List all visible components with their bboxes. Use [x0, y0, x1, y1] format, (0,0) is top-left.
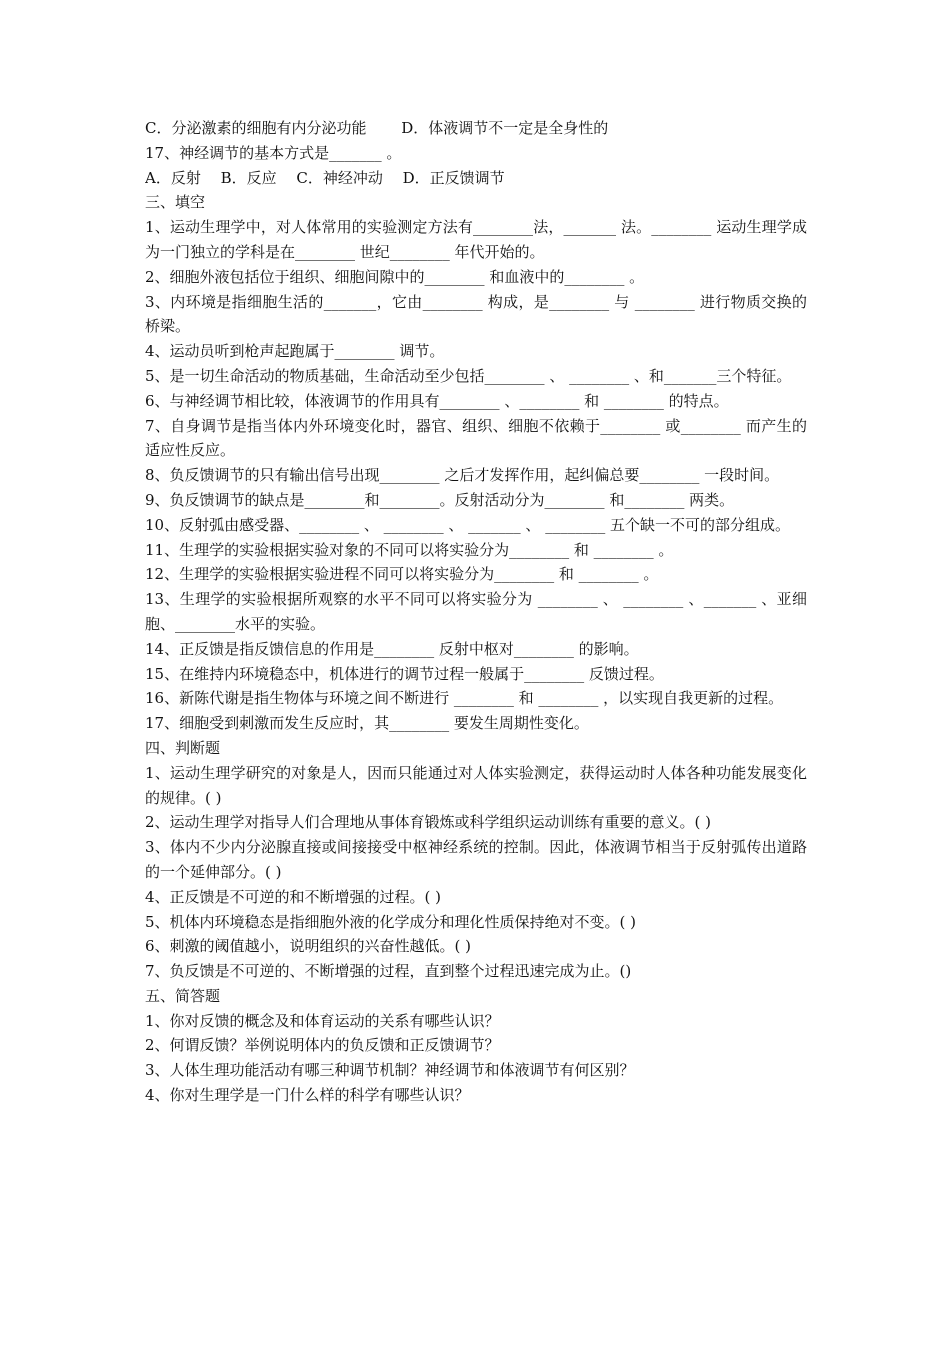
short-answer-item: 3、人体生理功能活动有哪三种调节机制？神经调节和体液调节有何区别？ — [145, 1061, 635, 1080]
section-title-fill: 三、填空 — [145, 193, 206, 212]
option-line: C．分泌激素的细胞有内分泌功能 D．体液调节不一定是全身性的 — [145, 119, 609, 137]
true-false-item: 2、运动生理学对指导人们合理地从事体育锻炼或科学组织运动训练有重要的意义。( ) — [145, 813, 712, 832]
fill-item: 3、内环境是指细胞生活的_______，它由________ 构成，是________ 与 ________ 进行物质交换的桥梁。 — [145, 292, 807, 336]
fill-item: 15、在维持内环境稳态中，机体进行的调节过程一般属于________ 反馈过程。 — [145, 664, 664, 683]
question-17-options: A．反射 B．反应 C．神经冲动 D．正反馈调节 — [145, 168, 505, 187]
true-false-item: 4、正反馈是不可逆的和不断增强的过程。( ) — [145, 887, 442, 906]
short-answer-item: 1、你对反馈的概念及和体育运动的关系有哪些认识？ — [145, 1011, 500, 1030]
fill-item: 14、正反馈是指反馈信息的作用是________ 反射中枢对________ 的影响。 — [145, 639, 639, 658]
fill-item: 11、生理学的实验根据实验对象的不同可以将实验分为________ 和 ________ 。 — [145, 540, 674, 559]
fill-item: 10、反射弧由感受器、________ 、 ________ 、 _______ 、 ________ 五个缺一不可的部分组成。 — [145, 515, 790, 534]
question-17: 17、神经调节的基本方式是_______ 。 — [145, 143, 402, 162]
fill-item: 13、生理学的实验根据所观察的水平不同可以将实验分为 ________ 、 ________ 、_______ 、亚细胞、________水平的实验。 — [145, 590, 807, 633]
true-false-item: 3、体内不少内分泌腺直接或间接接受中枢神经系统的控制。因此，体液调节相当于反射弧传出道路的一个延伸部分。( ) — [145, 838, 807, 881]
true-false-item: 6、刺激的阈值越小，说明组织的兴奋性越低。( ) — [145, 937, 472, 956]
fill-item: 1、运动生理学中，对人体常用的实验测定方法有________法，_______ 法。________ 运动生理学成为一门独立的学科是在________ 世纪________ 年代开始的。 — [145, 218, 807, 261]
short-answer-item: 2、何谓反馈？举例说明体内的负反馈和正反馈调节？ — [145, 1036, 500, 1055]
fill-item: 2、细胞外液包括位于组织、细胞间隙中的________ 和血液中的________ 。 — [145, 267, 645, 286]
fill-item: 6、与神经调节相比较，体液调节的作用具有________ 、________ 和 ________ 的特点。 — [145, 391, 729, 410]
true-false-item: 1、运动生理学研究的对象是人，因而只能通过对人体实验测定，获得运动时人体各种功能发展变化的规律。( ) — [145, 763, 807, 807]
fill-item: 17、细胞受到刺激而发生反应时，其________ 要发生周期性变化。 — [145, 714, 589, 733]
fill-item: 16、新陈代谢是指生物体与环境之间不断进行 ________ 和 ________ ，以实现自我更新的过程。 — [145, 689, 784, 708]
true-false-item: 5、机体内环境稳态是指细胞外液的化学成分和理化性质保持绝对不变。( ) — [145, 912, 637, 931]
short-answer-item: 4、你对生理学是一门什么样的科学有哪些认识？ — [145, 1086, 470, 1105]
section-title-short-answer: 五、简答题 — [145, 986, 221, 1005]
fill-item: 5、是一切生命活动的物质基础，生命活动至少包括________ 、 ________ 、和_______三个特征。 — [145, 366, 792, 385]
fill-item: 9、负反馈调节的缺点是________和________。反射活动分为________ 和________ 两类。 — [145, 490, 735, 509]
fill-item: 12、生理学的实验根据实验进程不同可以将实验分为________ 和 ________ 。 — [145, 565, 659, 584]
fill-item: 4、运动员听到枪声起跑属于________ 调节。 — [145, 342, 445, 361]
fill-item: 8、负反馈调节的只有输出信号出现________ 之后才发挥作用，起纠偏总要________ 一段时间。 — [145, 466, 780, 485]
document-page — [145, 116, 807, 1108]
section-title-true-false: 四、判断题 — [145, 738, 221, 757]
fill-item: 7、自身调节是指当体内外环境变化时，器官、组织、细胞不依赖于________ 或________ 而产生的适应性反应。 — [145, 416, 807, 460]
true-false-item: 7、负反馈是不可逆的、不断增强的过程，直到整个过程迅速完成为止。() — [145, 962, 632, 981]
